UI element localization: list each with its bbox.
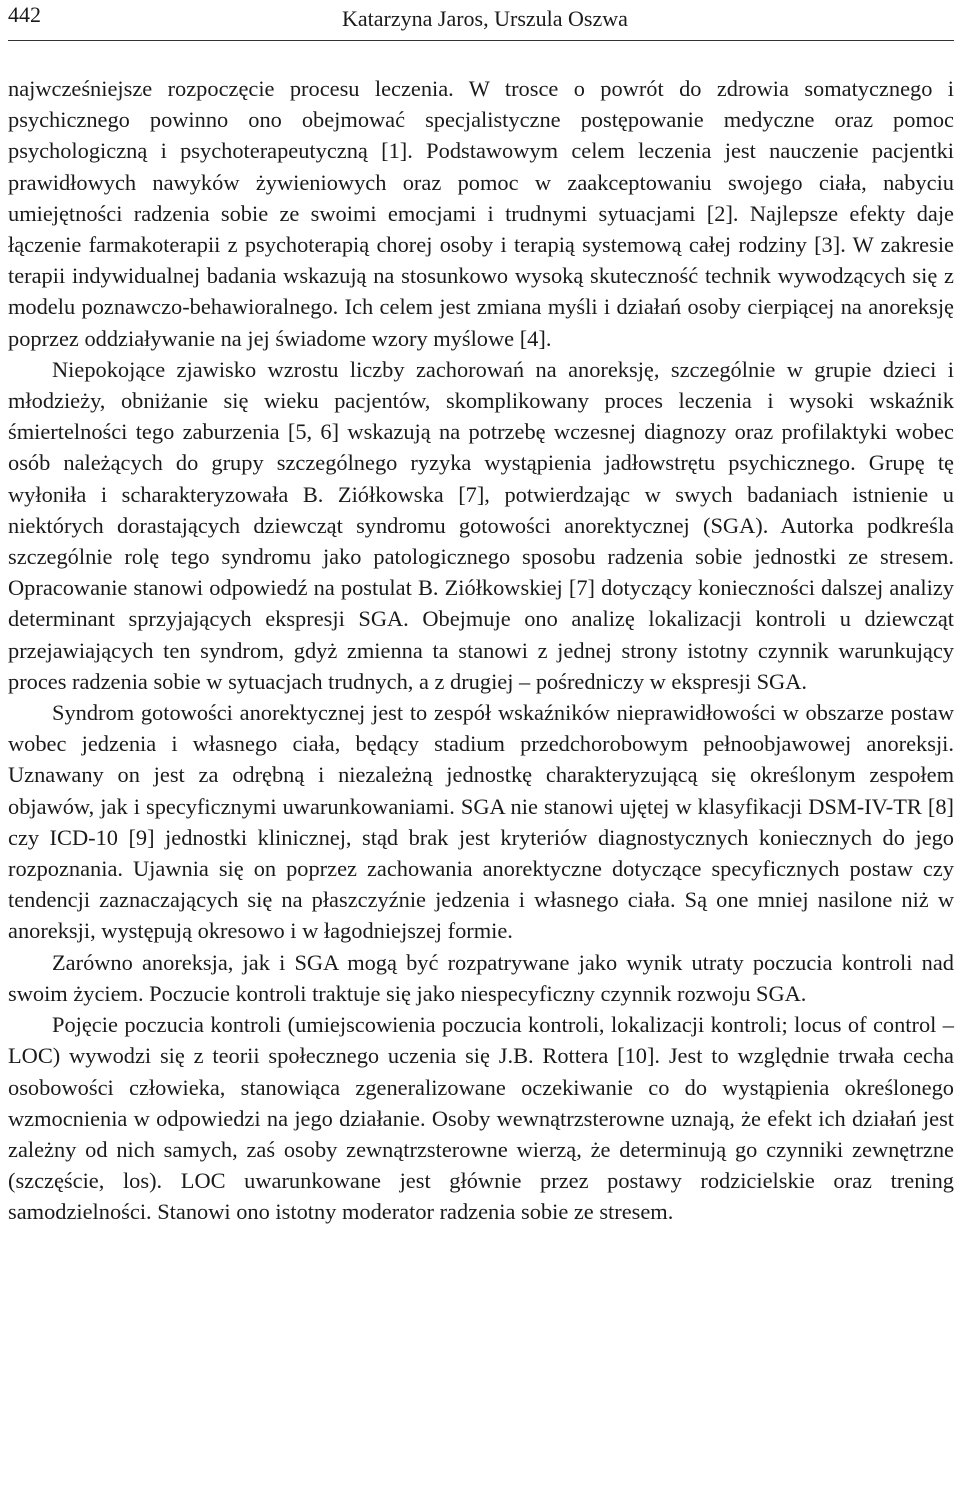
page [8,0,954,1228]
page-number: 442 [8,2,41,27]
paragraph-5: Pojęcie poczucia kontroli (umiejscowienia poczucia kontroli, lokalizacji kontroli; locus of control – LOC) wywodzi się z teorii społecznego uczenia się J.B. Rottera [10]. Jest to względnie trwała cecha osobowości człowieka, stanowiąca zgeneralizowane oczekiwanie co do wystąpienia określonego wzmocnienia w odpowiedzi na jego działanie. Osoby wewnątrzsterowne uznają, że efekt ich działań jest zależny od nich samych, zaś osoby zewnątrzsterowne wierzą, że determinują go czynniki zewnętrzne (szczęście, los). LOC uwarunkowane jest głównie przez postawy rodzicielskie oraz trening samodzielności. Stanowi ono istotny moderator radzenia sobie ze stresem. [8,1012,954,1225]
running-header-authors: Katarzyna Jaros, Urszula Oszwa [342,6,628,31]
body-text [8,73,954,1228]
running-header [8,0,954,41]
paragraph-3: Syndrom gotowości anorektycznej jest to zespół wskaźników nieprawidłowości w obszarze postaw wobec jedzenia i własnego ciała, będący stadium przedchorobowym pełnoobjawowej anoreksji. Uznawany on jest za odrębną i niezależną jednostkę charakteryzującą się określonym zespołem objawów, jak i specyficznymi uwarunkowaniami. SGA nie stanowi ujętej w klasyfikacji DSM-IV-TR [8] czy ICD-10 [9] jednostki klinicznej, stąd brak jest kryteriów diagnostycznych koniecznych do jego rozpoznania. Ujawnia się on poprzez zachowania anorektyczne dotyczące specyficznych postaw czy tendencji zaznaczających się na płaszczyźnie jedzenia i własnego ciała. Są one mniej nasilone niż w anoreksji, występują okresowo i w łagodniejszej formie. [8,700,954,944]
paragraph-2: Niepokojące zjawisko wzrostu liczby zachorowań na anoreksję, szczególnie w grupie dzieci i młodzieży, obniżanie się wieku pacjentów, skomplikowany proces leczenia i wysoki wskaźnik śmiertelności tego zaburzenia [5, 6] wskazują na potrzebę wczesnej diagnozy oraz profilaktyki wobec osób należących do grupy szczególnego ryzyka wystąpienia jadłowstrętu psychicznego. Grupę tę wyłoniła i scharakteryzowała B. Ziółkowska [7], potwierdzając w swych badaniach istnienie u niektórych dorastających dziewcząt syndromu gotowości anorektycznej (SGA). Autorka podkreśla szczególnie rolę tego syndromu jako patologicznego sposobu radzenia sobie jednostki ze stresem. Opracowanie stanowi odpowiedź na postulat B. Ziółkowskiej [7] dotyczący konieczności dalszej analizy determinant sprzyjających ekspresji SGA. Obejmuje ono analizę lokalizacji kontroli u dziewcząt przejawiających ten syndrom, gdyż zmienna ta stanowi z jednej strony istotny czynnik warunkujący proces radzenia sobie w sytuacjach trudnych, a z drugiej – pośredniczy w ekspresji SGA. [8,356,954,694]
paragraph-4: Zarówno anoreksja, jak i SGA mogą być rozpatrywane jako wynik utraty poczucia kontroli nad swoim życiem. Poczucie kontroli traktuje się jako niespecyficzny czynnik rozwoju SGA. [8,949,954,1006]
paragraph-1: najwcześniejsze rozpoczęcie procesu leczenia. W trosce o powrót do zdrowia somatycznego i psychicznego powinno ono obejmować specjalistyczne postępowanie medyczne oraz pomoc psychologiczną i psychoterapeutyczną [1]. Podstawowym celem leczenia jest nauczenie pacjentki prawidłowych nawyków żywieniowych oraz pomoc w zaakceptowaniu swojego ciała, nabyciu umiejętności radzenia sobie ze swoimi emocjami i trudnymi sytuacjami [2]. Najlepsze efekty daje łączenie farmakoterapii z psychoterapią chorej osoby i terapią systemową całej rodziny [3]. W zakresie terapii indywidualnej badania wskazują na stosunkowo wysoką skuteczność technik wywodzących się z modelu poznawczo-behawioralnego. Ich celem jest zmiana myśli i działań osoby cierpiącej na anoreksję poprzez oddziaływanie na jej świadome wzory myślowe [4]. [8,76,954,351]
